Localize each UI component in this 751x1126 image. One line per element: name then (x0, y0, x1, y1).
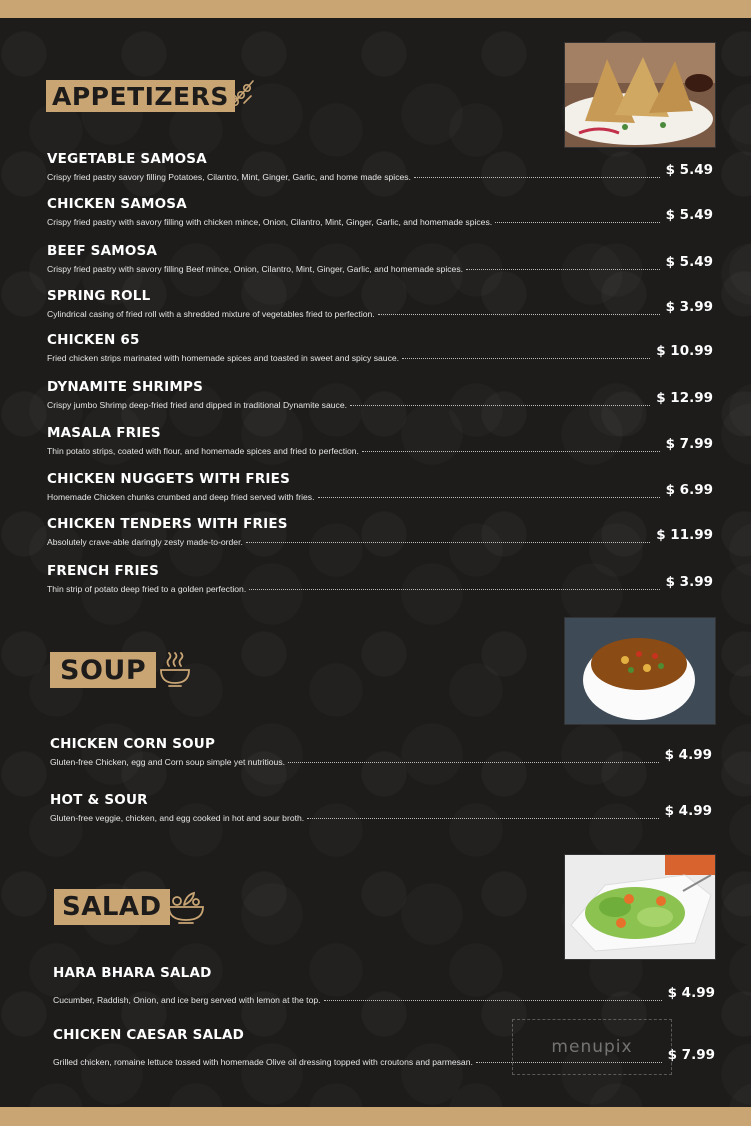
menu-item-row (50, 747, 712, 769)
dotted-leader (495, 222, 659, 223)
menu-item-description: Crispy jumbo Shrimp deep-fried fried and dipped in traditional Dynamite sauce. (47, 400, 347, 410)
dotted-leader (414, 177, 660, 178)
menu-item-price: $ 4.99 (667, 985, 715, 1001)
menu-item-description: Fried chicken strips marinated with homemade spices and toasted in sweet and spicy sauce. (47, 353, 400, 363)
menu-item-price: $ 3.99 (665, 299, 713, 315)
menu-item-description: Crispy fried pastry with savory filling with chicken mince, Onion, Cilantro, Mint, Ginger, Garlic, and homemade spices. (47, 217, 493, 227)
menu-item-name: CHICKEN TENDERS WITH FRIES (47, 516, 288, 532)
menu-item-price: $ 12.99 (656, 390, 713, 406)
menu-item-price: $ 5.49 (665, 254, 713, 270)
menu-item-description: Crispy fried pastry savory filling Potatoes, Cilantro, Mint, Ginger, Garlic, and home made spices. (47, 172, 411, 182)
menu-item-name: CHICKEN 65 (47, 332, 140, 348)
dotted-leader (324, 1000, 662, 1001)
menu-item (47, 516, 713, 549)
menu-item-name: CHICKEN CORN SOUP (50, 736, 216, 752)
menu-item (47, 563, 713, 596)
menu-item-row (47, 343, 713, 365)
menu-item (50, 736, 712, 769)
appetizers-heading: APPETIZERS (46, 80, 235, 112)
menu-item-name: CHICKEN SAMOSA (47, 196, 187, 212)
salad-photo (564, 854, 716, 960)
menu-item-price: $ 4.99 (664, 747, 712, 763)
menu-item-description: Thin potato strips, coated with flour, and homemade spices and fried to perfection. (47, 446, 359, 456)
menu-item-row (47, 390, 713, 412)
salad-bowl-icon (166, 887, 206, 925)
menupix-watermark: menupix (512, 1019, 672, 1075)
menu-item-name: DYNAMITE SHRIMPS (47, 379, 204, 395)
menu-item-price: $ 5.49 (665, 207, 713, 223)
menu-item-price: $ 5.49 (665, 162, 713, 178)
menu-item-row (47, 482, 713, 504)
menu-item-description: Gluten-free Chicken, egg and Corn soup simple yet nutritious. (50, 757, 286, 767)
menu-item-price: $ 3.99 (665, 574, 713, 590)
menu-item-description: Cucumber, Raddish, Onion, and ice berg served with lemon at the top. (53, 995, 321, 1005)
top-gold-band (0, 0, 751, 18)
menu-item-description: Crispy fried pastry with savory filling Beef mince, Onion, Cilantro, Mint, Ginger, Garlic, and homemade spices. (47, 264, 464, 274)
dotted-leader (402, 358, 650, 359)
menu-item-row (47, 207, 713, 229)
menu-item-price: $ 11.99 (656, 527, 713, 543)
soup-photo (564, 617, 716, 725)
menu-item-price: $ 10.99 (656, 343, 713, 359)
dotted-leader (246, 542, 650, 543)
dotted-leader (350, 405, 650, 406)
menu-item (47, 243, 713, 276)
menu-item-description: Absolutely crave-able daringly zesty made-to-order. (47, 537, 243, 547)
salad-heading: SALAD (54, 889, 170, 925)
menu-item-name: CHICKEN CAESAR SALAD (53, 1027, 245, 1043)
menu-item-name: FRENCH FRIES (47, 563, 160, 579)
dotted-leader (378, 314, 660, 315)
menu-item-description: Gluten-free veggie, chicken, and egg cooked in hot and sour broth. (50, 813, 305, 823)
soup-heading: SOUP (50, 652, 156, 688)
menu-item-name: BEEF SAMOSA (47, 243, 158, 259)
menu-item (47, 196, 713, 229)
menu-item-description: Grilled chicken, romaine lettuce tossed with homemade Olive oil dressing topped with croutons and parmesan. (53, 1057, 473, 1067)
menu-item (47, 332, 713, 365)
menu-item-name: HOT & SOUR (50, 792, 148, 808)
menu-item-price: $ 7.99 (665, 436, 713, 452)
dotted-leader (249, 589, 659, 590)
menu-item-name: CHICKEN NUGGETS WITH FRIES (47, 471, 290, 487)
menu-item-row (47, 574, 713, 596)
menu-item (47, 151, 713, 184)
menu-item-row (50, 803, 712, 825)
menu-item-name: HARA BHARA SALAD (53, 965, 212, 981)
menu-item (47, 288, 713, 321)
menu-item-price: $ 4.99 (664, 803, 712, 819)
samosa-photo (564, 42, 716, 148)
menu-item-row (47, 436, 713, 458)
menu-item (47, 471, 713, 504)
menu-item (47, 379, 713, 412)
menu-item-row (47, 254, 713, 276)
menu-item-price: $ 7.99 (667, 1047, 715, 1063)
menu-item-description: Homemade Chicken chunks crumbed and deep fried served with fries. (47, 492, 315, 502)
menu-item-name: SPRING ROLL (47, 288, 151, 304)
menu-item-row (47, 162, 713, 184)
menu-item-description: Cylindrical casing of fried roll with a shredded mixture of vegetables fried to perfection. (47, 309, 375, 319)
dotted-leader (362, 451, 660, 452)
menu-item-price: $ 6.99 (665, 482, 713, 498)
soup-bowl-icon (157, 652, 193, 688)
menu-item (47, 425, 713, 458)
dotted-leader (307, 818, 658, 819)
dotted-leader (318, 497, 660, 498)
menu-item-row (47, 527, 713, 549)
bottom-gold-band (0, 1107, 751, 1126)
menu-item (53, 965, 715, 1007)
menu-item-name: MASALA FRIES (47, 425, 161, 441)
menu-item-row (47, 299, 713, 321)
menu-item-description: Thin strip of potato deep fried to a golden perfection. (47, 584, 247, 594)
skewer-icon (226, 78, 256, 112)
menu-item-row (53, 985, 715, 1007)
menu-item-name: VEGETABLE SAMOSA (47, 151, 207, 167)
dotted-leader (288, 762, 659, 763)
menu-item (50, 792, 712, 825)
dotted-leader (466, 269, 660, 270)
